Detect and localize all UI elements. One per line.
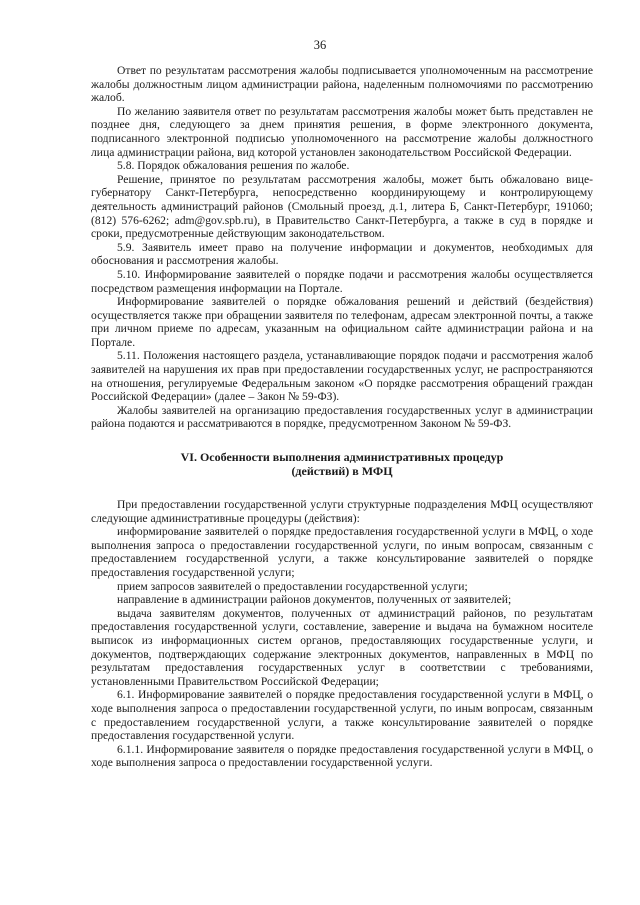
page-number: 36 — [313, 38, 327, 52]
paragraph: 5.9. Заявитель имеет право на получение информации и документов, необходимых для обоснования и рассмотрения жалобы. — [91, 240, 593, 268]
paragraph: При предоставлении государственной услуги структурные подразделения МФЦ осуществляют следующие административные процедуры (действия): — [91, 498, 593, 525]
section-heading-line: VI. Особенности выполнения административных процедур — [180, 450, 504, 465]
section-heading — [91, 450, 593, 478]
paragraph: выдача заявителям документов, полученных от администраций районов, по результатам предоставления государственной услуги, составление, заверение и выдача на бумажном носителе выписок из информационных систем органов, предоставляющих государственные услуги, и документов, подтверждающих содержание электронных документов, направленных в МФЦ по результатам предоставления государственных услуг в соответствии с требованиями, установленными Правительством Российской Федерации; — [91, 606, 593, 688]
paragraph: Ответ по результатам рассмотрения жалобы подписывается уполномоченным на рассмотрение жалобы должностным лицом администрации района, наделенным полномочиями по рассмотрению жалоб. — [91, 64, 593, 105]
paragraph: Решение, принятое по результатам рассмотрения жалобы, может быть обжаловано вице-губернатору Санкт-Петербурга, непосредственно координирующему и контролирующему деятельность администраций районов (Смольный проезд, д.1, литера Б, Санкт-Петербург, 191060; (812) 576-6262; adm@gov.spb.ru), в Правительство Санкт-Петербурга, а также в суд в порядке и сроки, предусмотренные действующим законодательством. — [91, 172, 593, 241]
paragraph: направление в администрации районов документов, полученных от заявителей; — [117, 593, 512, 607]
document-body — [91, 64, 593, 770]
paragraph: 5.10. Информирование заявителей о порядке подачи и рассмотрения жалобы осуществляется посредством размещения информации на Портале. — [91, 267, 593, 295]
section-heading-line: (действий) в МФЦ — [291, 464, 393, 479]
paragraph: Информирование заявителей о порядке обжалования решений и действий (бездействия) осуществляется также при обращении заявителя по телефонам, адресам электронной почты, а также при личном приеме по адресам, указанным на официальном сайте администрации района и на Портале. — [91, 295, 593, 349]
paragraph: прием запросов заявителей о предоставлении государственной услуги; — [117, 579, 468, 593]
paragraph: Жалобы заявителей на организацию предоставления государственных услуг в администрации района подаются и рассматриваются в порядке, предусмотренном Законом № 59-ФЗ. — [91, 403, 593, 431]
paragraph: 6.1.1. Информирование заявителя о порядке предоставления государственной услуги в МФЦ, о ходе выполнения запроса о предоставлении государственной услуги. — [91, 742, 593, 770]
paragraph: По желанию заявителя ответ по результатам рассмотрения жалобы может быть представлен не позднее дня, следующего за днем принятия решения, в форме электронного документа, подписанного электронной подписью уполномоченного на рассмотрение жалобы должностного лица администрации района, вид которой установлен законодательством Российской Федерации. — [91, 104, 593, 159]
paragraph: 5.11. Положения настоящего раздела, устанавливающие порядок подачи и рассмотрения жалоб заявителей на нарушения их прав при предоставлении государственных услуг, не распространяются на отношения, регулируемые Федеральным законом «О порядке рассмотрения обращений граждан Российской Федерации» (далее – Закон № 59-ФЗ). — [91, 349, 593, 404]
paragraph: 6.1. Информирование заявителей о порядке предоставления государственной услуги в МФЦ, о ходе выполнения запроса о предоставлении государственной услуги, по иным вопросам, связанным с предоставлением государственной услуги, а также консультирование заявителей о порядке предоставления государственной услуги. — [91, 688, 593, 743]
paragraph: информирование заявителей о порядке предоставления государственной услуги в МФЦ, о ходе выполнения запроса о предоставлении государственной услуги, по иным вопросам, связанным с предоставлением государственной услуги, а также консультирование заявителей о порядке предоставления государственной услуги; — [91, 525, 593, 579]
paragraph: 5.8. Порядок обжалования решения по жалобе. — [117, 159, 350, 173]
